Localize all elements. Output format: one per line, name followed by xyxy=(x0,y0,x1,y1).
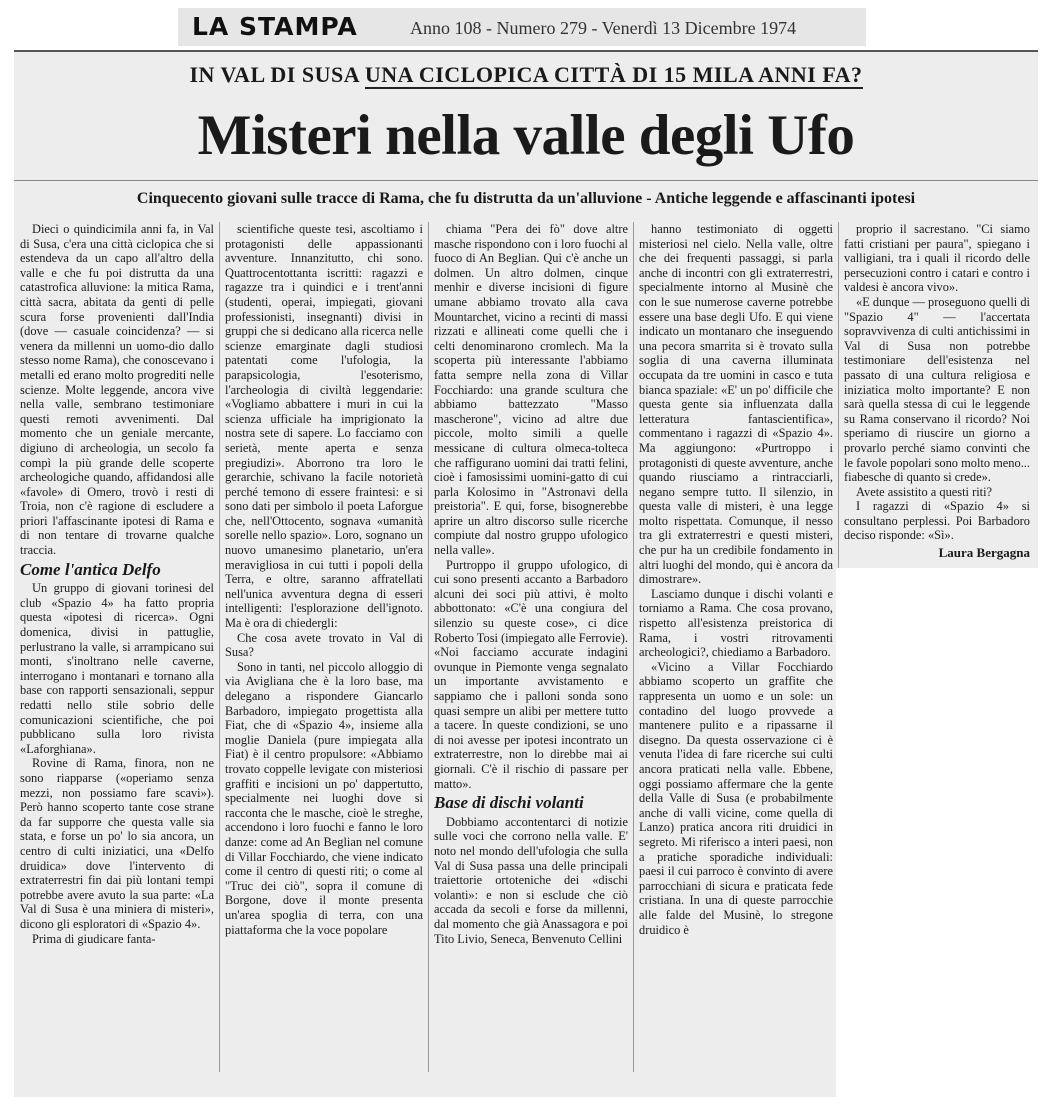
column-3 xyxy=(434,222,628,1072)
subheadline: Cinquecento giovani sulle tracce di Rama, che fu distrutta da un'alluvione - Antiche leggende e affascinanti ipotesi xyxy=(136,190,916,207)
column-2 xyxy=(225,222,423,1072)
kicker-question: UNA CICLOPICA CITTÀ DI 15 MILA ANNI FA? xyxy=(364,62,863,87)
column-rule xyxy=(633,222,634,1072)
column-1 xyxy=(20,222,214,1072)
column-rule xyxy=(428,222,429,1072)
paragraph: I ragazzi di «Spazio 4» si consultano perplessi. Poi Barbadoro deciso risponde: «Sì». xyxy=(844,499,1030,543)
paragraph: Purtroppo il gruppo ufologico, di cui sono presenti accanto a Barbadoro alcuni dei soci più attivi, è molto abbottonato: «C'è una congiura del silenzio su queste cose», ci dice Roberto Tosi (impiegato alle Ferrovie). «Noi facciamo accurate indagini ovunque in Piemonte venga segnalato un importante avvistamento e sappiamo che i palloni sonda sono quasi sempre un alibi per mettere tutto a tacere. In queste condizioni, se uno di noi avesse per ipotesi incontrato un extraterrestre, non lo direbbe mai ai giornali. C'è il rischio di passare per matto». xyxy=(434,557,628,791)
paragraph: scientifiche queste tesi, ascoltiamo i protagonisti delle appassionanti avventure. Innanzitutto, chi sono. Quattrocentottanta iscritti: ragazzi e ragazze tra i quindici e i trent'anni (studenti, operai, impiegati, giovani professionisti, insegnanti) divisi in gruppi che si dedicano alla ricerca nelle scienze emarginate dagli studiosi patentati come l'ufologia, la parapsicologia, l'esoterismo, l'archeologia di civiltà leggendarie: «Vogliamo abbattere i muri in cui la scienza ufficiale ha imprigionato la nostra sete di sapere. Lo facciamo con serietà, mente aperta e senza pregiudizi». Aborrono tra loro le gerarchie, schivano la facile notorietà perché temono di essere fraintesi: e si sono dati per simbolo il poeta Laforgue che, nell'Ottocento, sognava «umanità sorelle nello spazio». Loro, sognano un nuovo umanesimo planetario, un'era meravigliosa in cui tutti i popoli della Terra, e oltre, saranno affratellati nell'unica avventura degna di esseri intelligenti: l'esplorazione dell'ignoto. Ma è ora di chiedergli: xyxy=(225,222,423,631)
paragraph: Avete assistito a questi riti? xyxy=(856,484,993,499)
paragraph: «E dunque — proseguono quelli di "Spazio 4" — l'accertata sopravvivenza di culti antichissimi in Val di Susa non potrebbe testimoniare dell'esistenza nel passato di una cultura religiosa e iniziatica molto importante? E non sarà quella stessa di cui le leggende su Rama conservano il ricordo? Noi speriamo di riuscire un giorno a provarlo perché siamo convinti che le favole popolari sono molto meno... fiabesche di quanto si crede». xyxy=(844,294,1030,485)
paragraph: Prima di giudicare fanta- xyxy=(32,931,156,946)
page-background xyxy=(836,568,1040,1108)
paragraph: hanno testimoniato di oggetti misteriosi nel cielo. Nella valle, oltre che dei frequenti passaggi, si parla anche di incontri con gli extraterrestri, specialmente intorno al Musinè che con le sue numerose caverne potrebbe essere una base degli Ufo. E qui viene indicato un montanaro che inseguendo una pecora smarrita si è trovato sulla soglia di una caverna illuminata occupata da tre uomini in casco e tuta bianca spaziale: «E' un po' difficile che questa gente sia influenzata dalla letteratura fantascientifica», commentano i ragazzi di «Spazio 4». Ma aggiungono: «Purtroppo i protagonisti di queste avventure, anche quando riusciamo a rintracciarli, negano sempre tutto. Il silenzio, in questa valle di misteri, è una legge molto rispettata. Comunque, il nesso tra gli extraterrestri e questi misteri, che pur ha un credibile fondamento in altri luoghi del mondo, qui è ancora da dimostrare». xyxy=(639,222,833,587)
byline: Laura Bergagna xyxy=(938,545,1030,561)
paragraph: Un gruppo di giovani torinesi del club «Spazio 4» ha fatto propria questa «ipotesi di ricerca». Ogni domenica, divisi in pattuglie, perlustrano la valle, si arrampicano sui monti, s'inoltrano nelle caverne, interrogano i montanari e tornano alla base con rapporti sensazionali, seppur redatti nello stile sobrio delle comunicazioni scientifiche, che poi pubblicano sulla loro rivista «Laforghiana». xyxy=(20,581,214,756)
kicker-location: IN VAL DI SUSA xyxy=(189,62,365,87)
paragraph: Che cosa avete trovato in Val di Susa? xyxy=(225,630,423,660)
section-heading: Come l'antica Delfo xyxy=(20,559,161,579)
divider xyxy=(14,180,1038,181)
paragraph: Dobbiamo accontentarci di notizie sulle voci che corrono nella valle. E' noto nel mondo dell'ufologia che sulla Val di Susa passa una delle principali traiettorie ortoteniche dei «dischi volanti»: e non si esclude che ciò accada da secoli e forse da millenni, dal momento che già Anassagora e poi Tito Livio, Seneca, Benvenuto Cellini xyxy=(434,814,628,946)
column-5 xyxy=(844,222,1030,622)
paragraph: Sono in tanti, nel piccolo alloggio di via Avigliana che è la loro base, ma delegano a rispondere Giancarlo Barbadoro, impiegato progettista alla Fiat, che di «Spazio 4», insieme alla moglie Daniela (pure impiegata alla Fiat) è il centro propulsore: «Abbiamo trovato coppelle levigate con misteriosi graffiti e incisioni un po' dappertutto, specialmente nei luoghi dove si racconta che le masche, cioè le streghe, accendono i loro fuochi e fanno le loro danze: come ad An Beglian nel comune di Villar Focchiardo, che viene indicato come il centro di questi riti; o come al "Truc dei ciò", sopra il comune di Borgone, dove il monte presenta un'area spoglia di terra, con una piattaforma che la voce popolare xyxy=(225,659,423,937)
paragraph: proprio il sacrestano. "Ci siamo fatti cristiani per paura", spiegano i valligiani, tra i quali il ricordo delle persecuzioni contro i catari e contro i valdesi è ancora vivo». xyxy=(844,222,1030,295)
column-rule xyxy=(838,222,839,612)
section-heading: Base di dischi volanti xyxy=(434,793,584,813)
masthead xyxy=(178,8,866,46)
headline: Misteri nella valle degli Ufo xyxy=(197,104,855,167)
paragraph: Rovine di Rama, finora, non ne sono riapparse («operiamo senza mezzi, non possiamo fare scavi»). Però hanno scoperto tante cose strane da far supporre che questa valle sia stata, e forse un po' lo sia ancora, un centro di culti iniziatici, una «Delfo druidica» dove l'intervento di extraterrestri fin dai più lontani tempi potrebbe avere avuto la sua parte: «La Val di Susa è una miniera di misteri», dicono gli esploratori di «Spazio 4». xyxy=(20,756,214,931)
paragraph: chiama "Pera dei fò" dove altre masche rispondono con i loro fuochi al fuoco di An Beglian. Qui c'è anche un dolmen. Un altro dolmen, cinque menhir e diverse incisioni di figure umane abbiamo trovato alla cava Mountarchet, vicino a recinti di massi rizzati e allineati come quelli che i celti denominarono cromlech. Ma la scoperta più interessante l'abbiamo fatta sempre nella zona di Villar Focchiardo: una grande scultura che abbiamo battezzato "Masso mascherone", vicino ad altre due piccole, molto simili a quelle messicane di cultura olmeca-tolteca che raffigurano uomini dai tratti felini, cioè i famosissimi uomini-gatto di cui parla Kolosimo in "Astronavi della preistoria". E qui, forse, bisognerebbe aprire un altro discorso sulle ricerche compiute dal nostro gruppo ufologico nella valle». xyxy=(434,222,628,558)
newspaper-name: LA STAMPA xyxy=(192,12,358,41)
column-4 xyxy=(639,222,833,1072)
issue-info: Anno 108 - Numero 279 - Venerdì 13 Dicembre 1974 xyxy=(410,18,797,38)
column-rule xyxy=(219,222,220,1072)
kicker xyxy=(14,62,1038,88)
paragraph: Dieci o quindicimila anni fa, in Val di Susa, c'era una città ciclopica che si estendeva da un capo all'altro della valle e che fu poi distrutta da una catastrofica alluvione: la mitica Rama, città sacra, abitata da genti di pelle scura forse provenienti dall'India (dove — casuale coincidenza? — si venera da millenni un uomo-dio dallo stesso nome Rama), che conoscevano i metalli ed erano molto progrediti nelle scienze. Molte leggende, ancora vive nella valle, sembrano testimoniare questi remoti avvenimenti. Dal momento che un geniale mercante, digiuno di archeologia, un secolo fa compì la più grande delle scoperte archeologiche quando, affidandosi alle «favole» di Omero, trovò i resti di Troia, non c'è ragione di escludere a priori l'affascinante ipotesi di Rama e di non tentare di trovarne qualche traccia. xyxy=(20,222,214,558)
paragraph: Lasciamo dunque i dischi volanti e torniamo a Rama. Che cosa provano, rispetto all'esistenza preistorica di Rama, i vostri ritrovamenti archeologici?, chiediamo a Barbadoro. xyxy=(639,586,833,660)
paragraph: «Vicino a Villar Focchiardo abbiamo scoperto un graffite che rappresenta un uomo e un sole: un contadino del luogo provvede a mantenere pulito e a ripassarne il disegno. Da questa osservazione ci è venuta l'idea di fare ricerche sui culti ancora praticati nella valle. Ebbene, oggi possiamo affermare che la gente della Valle di Susa (e probabilmente anche di valli vicine, come quella di Lanzo) pratica ancora riti druidici in segreto. Mi riferisco a interi paesi, non a pratiche sporadiche individuali: paesi il cui parroco è convinto di avere parrocchiani di sicura e praticata fede cristiana. In una di queste parrocchie alle falde del Musinè, lo stregone druidico è xyxy=(639,659,833,937)
